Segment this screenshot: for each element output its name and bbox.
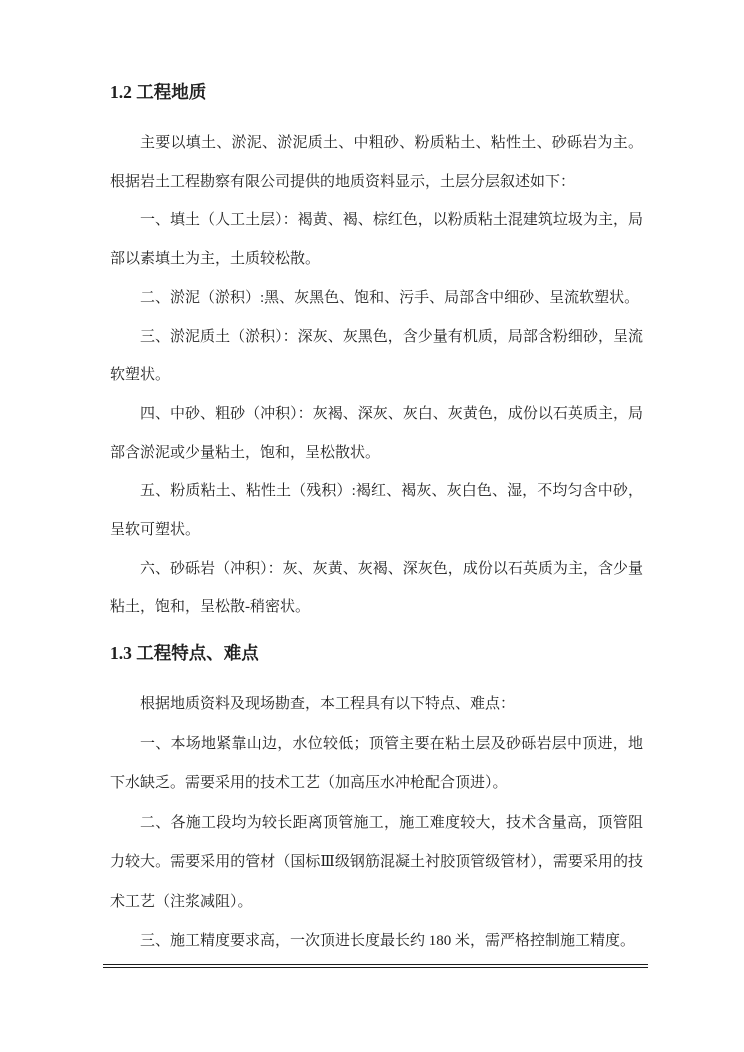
paragraph: 六、砂砾岩（冲积）：灰、灰黄、灰褐、深灰色，成份以石英质为主，含少量粘土，饱和，呈松散-稍密状。 xyxy=(110,560,643,616)
paragraph: 三、施工精度要求高，一次顶进长度最长约 180 米，需严格控制施工精度。 xyxy=(140,933,636,950)
footer-divider-rule xyxy=(103,964,648,968)
paragraph: 四、中砂、粗砂（冲积）：灰褐、深灰、灰白、灰黄色，成份以石英质主，局部含淤泥或少量粘土，饱和，呈松散状。 xyxy=(110,405,643,461)
section-heading: 1.2 工程地质 xyxy=(110,82,207,102)
section-project-features xyxy=(110,639,643,962)
document-content xyxy=(110,78,643,962)
section-engineering-geology xyxy=(110,78,643,627)
paragraph: 二、各施工段均为较长距离顶管施工，施工难度较大，技术含量高，顶管阻力较大。需要采用的管材（国标Ⅲ级钢筋混凝土衬胶顶管级管材），需要采用的技术工艺（注浆减阻）。 xyxy=(110,814,643,910)
paragraph: 一、本场地紧靠山边，水位较低；顶管主要在粘土层及砂砾岩层中顶进，地下水缺乏。需要采用的技术工艺（加高压水冲枪配合顶进）。 xyxy=(110,735,643,792)
paragraph: 一、填土（人工土层）：褐黄、褐、棕红色，以粉质粘土混建筑垃圾为主，局部以素填土为主，土质较松散。 xyxy=(110,212,643,268)
paragraph: 二、淤泥（淤积）:黑、灰黑色、饱和、污手、局部含中细砂、呈流软塑状。 xyxy=(140,289,640,306)
paragraph: 三、淤泥质土（淤积）：深灰、灰黑色，含少量有机质，局部含粉细砂，呈流软塑状。 xyxy=(110,328,643,384)
section-heading: 1.3 工程特点、难点 xyxy=(110,643,259,664)
paragraph: 五、粉质粘土、粘性土（残积）:褐红、褐灰、灰白色、湿，不均匀含中砂，呈软可塑状。 xyxy=(110,483,643,539)
paragraph: 主要以填土、淤泥、淤泥质土、中粗砂、粉质粘土、粘性土、砂砾岩为主。根据岩土工程勘察有限公司提供的地质资料显示，土层分层叙述如下： xyxy=(110,135,643,190)
paragraph: 根据地质资料及现场勘查，本工程具有以下特点、难点： xyxy=(140,696,516,713)
